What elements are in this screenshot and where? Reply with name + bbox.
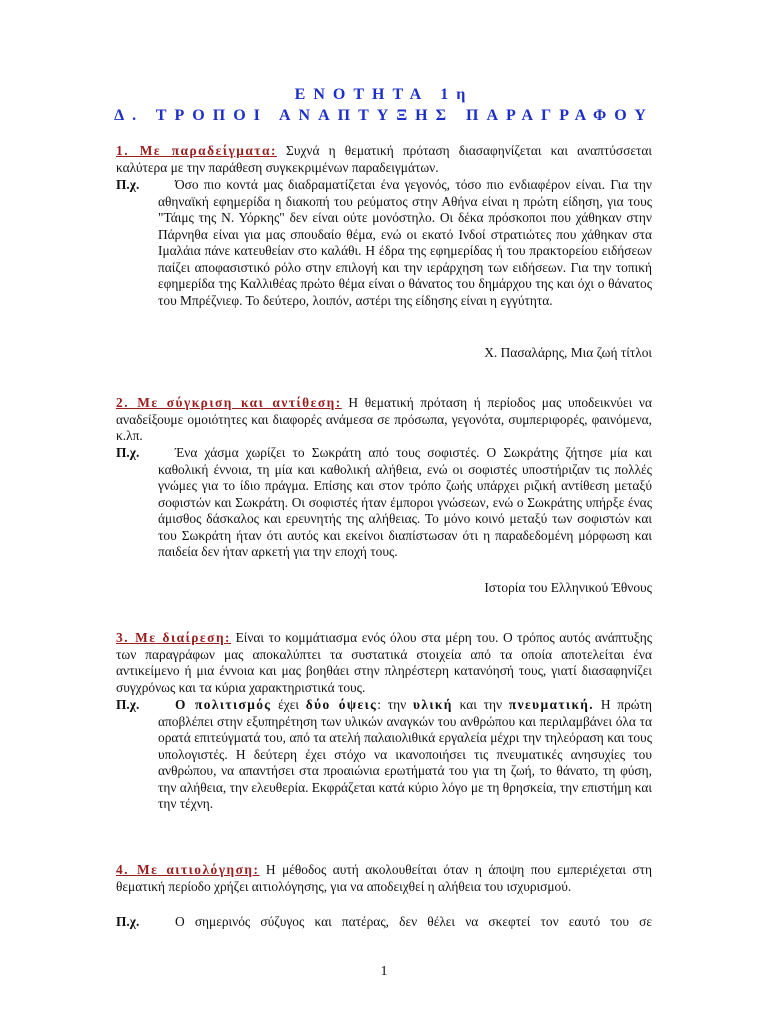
title-main: Δ. ΤΡΟΠΟΙ ΑΝΑΠΤΥΞΗΣ ΠΑΡΑΓΡΑΦΟΥ bbox=[114, 107, 654, 124]
section-2-heading: 2. Με σύγκριση και αντίθεση: bbox=[116, 395, 342, 410]
section-2-text: Η θεματική πρόταση ή περίοδος μας υποδεικνύει να αναδείξουμε ομοιότητες και διαφορές ανάμεσα σε πρόσωπα, γεγονότα, συμπεριφορές, φαινόμενα, κ.λπ. bbox=[116, 395, 652, 443]
section-1-heading: 1. Με παραδείγματα: bbox=[116, 143, 277, 158]
example-3-rest: Η πρώτη αποβλέπει στην εξυπηρέτηση των υλικών αναγκών του ανθρώπου και περιλαμβάνει όλα τα ορατά επιτεύγματά του, από τα ατελή παλαιολιθικά εργαλεία μέχρι την τηλεόραση και τους υπολογιστές. Η δεύτερη έχει στόχο να ικανοποιήσει τις πνευματικές ανησυχίες του ανθρώπου, να απαντήσει στα προαιώνια ερωτήματά του για τη ζωή, το θάνατο, τη φύση, την αλήθεια, την ελευθερία. Εκφράζεται κατά κύριο λόγο με τη θρησκεία, την επιστήμη και την τέχνη. bbox=[158, 697, 653, 811]
term-material: υλική bbox=[413, 697, 453, 712]
term-two-aspects: δύο όψεις bbox=[305, 697, 378, 712]
source-2: Ιστορία του Ελληνικού Έθνους bbox=[484, 580, 652, 595]
term-culture: Ο πολιτισμός bbox=[175, 697, 272, 712]
example-3-text bbox=[158, 697, 652, 813]
example-label-4: Π.χ. bbox=[116, 914, 140, 929]
section-3-heading: 3. Με διαίρεση: bbox=[116, 630, 232, 645]
section-4-intro bbox=[116, 862, 652, 895]
example-3-connector-1: έχει bbox=[271, 697, 306, 712]
example-label-2: Π.χ. bbox=[116, 445, 140, 460]
section-3-text: Είναι το κομμάτιασμα ενός όλου στα μέρη του. Ο τρόπος αυτός ανάπτυξης των παραγράφων μας αποκαλύπτει τα συστατικά στοιχεία από τα οποία αποτελείται ένα αντικείμενο ή μια έννοια και μας βοηθάει στην πληρέστερη κατανόησή τους, γιατί διασαφηνίζει συγχρόνως και τα κύρια χαρακτηριστικά τους. bbox=[116, 630, 652, 695]
title-unit: ΕΝΟΤΗΤΑ 1η bbox=[294, 86, 474, 103]
section-1-intro bbox=[116, 143, 652, 176]
term-spiritual: πνευματική. bbox=[508, 697, 595, 712]
section-4-text: Η μέθοδος αυτή ακολουθείται όταν η άποψη που εμπεριέχεται στη θεματική περίοδο χρήζει αιτιολόγησης, για να αποδειχθεί η αλήθεια του ισχυρισμού. bbox=[116, 862, 652, 894]
section-1-text: Συχνά η θεματική πρόταση διασαφηνίζεται και αναπτύσσεται καλύτερα με την παράθεση συγκεκριμένων παραδειγμάτων. bbox=[116, 143, 652, 175]
section-4-heading: 4. Με αιτιολόγηση: bbox=[116, 862, 260, 877]
source-1: Χ. Πασαλάρης, Μια ζωή τίτλοι bbox=[484, 345, 652, 360]
example-2-text: Ένα χάσμα χωρίζει το Σωκράτη από τους σοφιστές. Ο Σωκράτης ζήτησε μία και καθολική έννοια, τη μία και καθολική αλήθεια, ενώ οι σοφιστές υποστήριζαν τις πολλές γνώμες για το ίδιο πράγμα. Επίσης και στον τρόπο ζωής υπάρχει ριζική αντίθεση μεταξύ σοφιστών και Σωκράτη. Οι σοφιστές ήταν έμποροι γνώσεων, ενώ ο Σωκράτης υπήρξε ένας άμισθος δάσκαλος και ερευνητής της αλήθειας. Το μόνο κοινό μεταξύ των σοφιστών και του Σωκράτη ήταν ότι αυτός και εκείνοι διαπίστωσαν ότι η παραδεδομένη μόρφωση και παιδεία δεν ήταν αρκετή για την εποχή τους. bbox=[158, 445, 652, 559]
example-1-text: Όσο πιο κοντά μας διαδραματίζεται ένα γεγονός, τόσο πιο ενδιαφέρον είναι. Για την αθηναϊκή εφημερίδα η διακοπή του ρεύματος στην Αθήνα είναι η πρώτη είδηση, για τους "Τάιμς της Ν. Υόρκης" δεν είναι ούτε μονόστηλο. Οι δέκα πρόσκοποι που χάθηκαν στην Πάρνηθα είναι για μας σπουδαίο θέμα, ενώ οι εκατό Ινδοί στρατιώτες που χάθηκαν στα Ιμαλάια πάνε κατευθείαν στο καλάθι. Η έδρα της εφημερίδας ή του πρακτορείου ειδήσεων παίζει αποφασιστικό ρόλο στην επιλογή και την ιεράρχηση των ειδήσεων. Για την τοπική εφημερίδα της Καλλιθέας πρώτο θέμα είναι ο θάνατος του δημάρχου της και όχι ο θάνατος του Μπρέζνιεφ. Το δεύτερο, λοιπόν, αστέρι της είδησης είναι η εγγύτητα. bbox=[158, 177, 652, 308]
example-label-1: Π.χ. bbox=[116, 177, 140, 192]
example-3-connector-3: και την bbox=[452, 697, 509, 712]
section-2-intro bbox=[116, 395, 652, 445]
example-label-3: Π.χ. bbox=[116, 697, 140, 712]
page-number: 1 bbox=[380, 964, 388, 979]
example-4-text: Ο σημερινός σύζυγος και πατέρας, δεν θέλει να σκεφτεί τον εαυτό του σε bbox=[175, 914, 652, 929]
example-3-connector-2: : την bbox=[377, 697, 414, 712]
section-3-intro bbox=[116, 630, 652, 696]
